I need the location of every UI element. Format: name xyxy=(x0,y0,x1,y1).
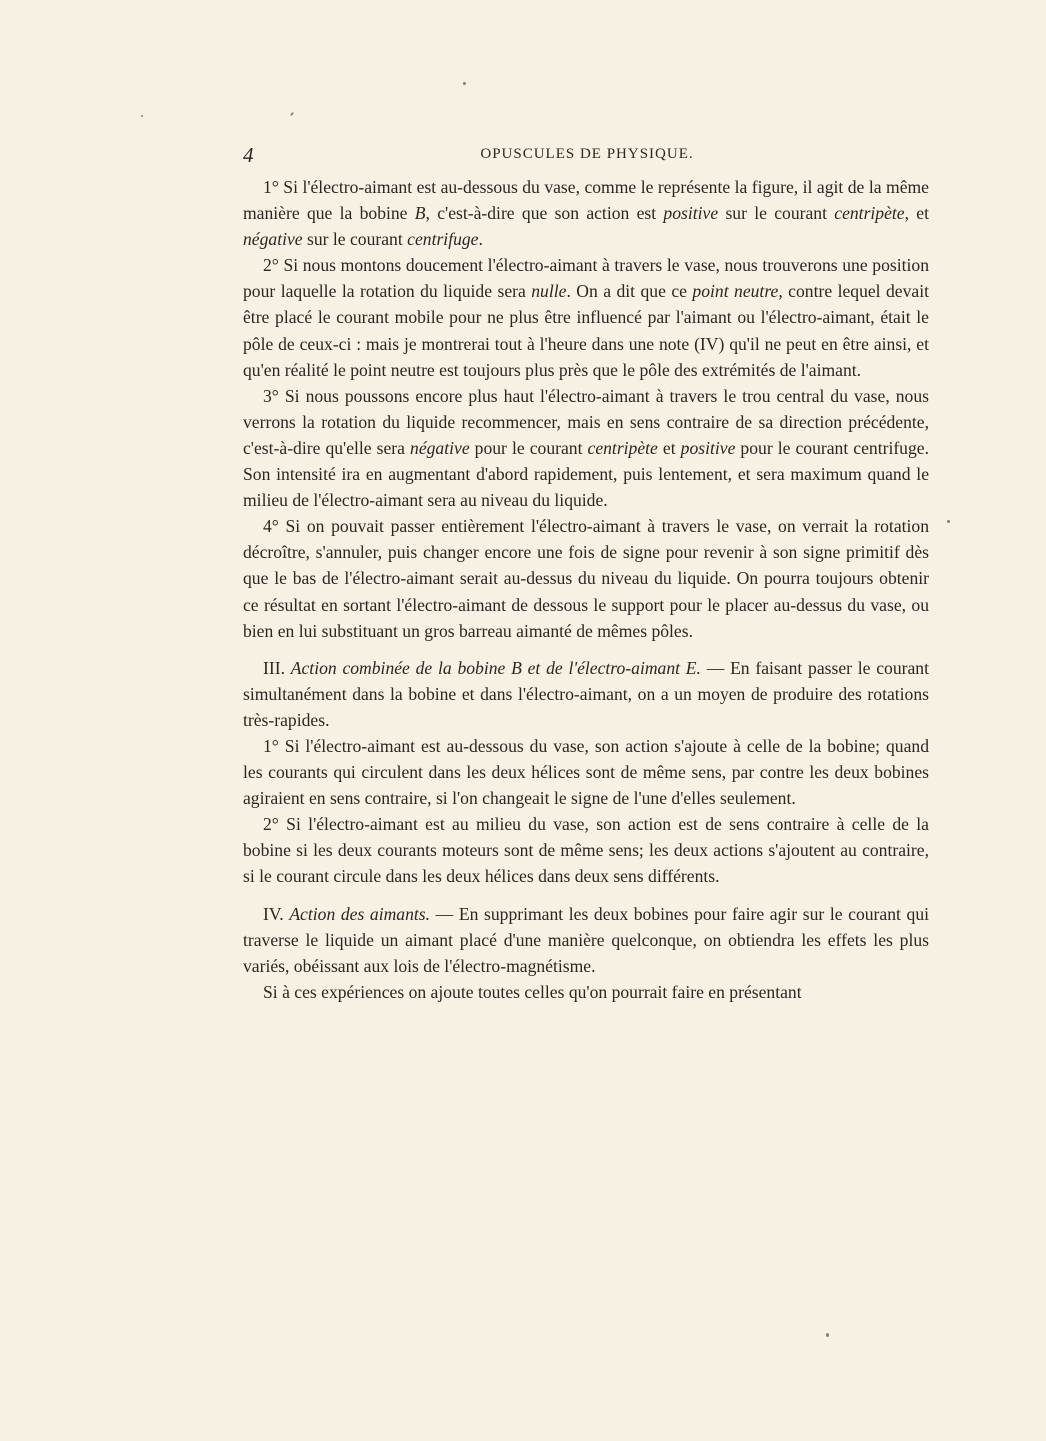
paragraph-item-2: 2° Si nous montons doucement l'électro-aimant à travers le vase, nous trouverons une position pour laquelle la rotation du liquide sera nulle. On a dit que ce point neutre, contre lequel devait être placé le courant mobile pour ne plus être influencé par l'aimant ou l'électro-aimant, était le pôle de ceux-ci : mais je montrerai tout à l'heure dans une note (IV) qu'il ne peut en être ainsi, et qu'en réalité le point neutre est toujours plus près que le pôle des extrémités de l'aimant. xyxy=(243,255,929,380)
section-paragraph-iv: IV. Action des aimants. — En supprimant les deux bobines pour faire agir sur le courant qui traverse le liquide un aimant placé d'une manière quelconque, on obtiendra les effets les plus variés, obéissant aux lois de l'électro-magnétisme. xyxy=(243,903,930,976)
paragraph-item-7: Si à ces expériences on ajoute toutes celles qu'on pourrait faire en présentant xyxy=(263,981,802,1002)
paragraph-item-3: 3° Si nous poussons encore plus haut l'électro-aimant à travers le trou central du vase, nous verrons la rotation du liquide recommencer, mais en sens contraire de sa direction précédente, c'est-à-dire qu'elle sera négative pour le courant centripète et positive pour le courant centrifuge. Son intensité ira en augmentant d'abord rapidement, puis lentement, et sera maximum quand le milieu de l'électro-aimant sera au niveau du liquide. xyxy=(243,385,929,511)
page-header xyxy=(243,143,931,167)
running-title: OPUSCULES DE PHYSIQUE. xyxy=(480,146,694,162)
paragraph-item-4: 4° Si on pouvait passer entièrement l'électro-aimant à travers le vase, on verrait la rotation décroître, s'annuler, puis changer encore une fois de signe pour revenir à son signe primitif dès que le bas de l'électro-aimant serait au-dessus du niveau du liquide. On pourra toujours obtenir ce résultat en sortant l'électro-aimant de dessous le support pour le placer au-dessus du vase, ou bien en lui substituant un gros barreau aimanté de mêmes pôles. xyxy=(243,516,929,641)
paper-speck xyxy=(290,112,294,116)
paper-speck xyxy=(463,82,466,85)
paper-speck xyxy=(947,520,950,523)
paragraph-item-5: 1° Si l'électro-aimant est au-dessous du vase, son action s'ajoute à celle de la bobine; quand les courants qui circulent dans les deux hélices sont de même sens, par contre les deux bobines agiraient en sens contraire, si l'on changeait le signe de l'une d'elles seulement. xyxy=(243,735,929,809)
paper-speck xyxy=(826,1333,829,1337)
paragraph-item-6: 2° Si l'électro-aimant est au milieu du vase, son action est de sens contraire à celle de la bobine si les deux courants moteurs sont de même sens; les deux actions s'ajoutent au contraire, si le courant circule dans les deux hélices dans deux sens différents. xyxy=(243,814,929,887)
paper-speck xyxy=(141,115,143,117)
page-number: 4 xyxy=(243,143,254,167)
body-text xyxy=(243,174,929,1005)
paragraph-item-1: 1° Si l'électro-aimant est au-dessous du vase, comme le représente la figure, il agit de la même manière que la bobine B, c'est-à-dire que son action est positive sur le courant centripète, et négative sur le courant centrifuge. xyxy=(243,177,929,250)
section-paragraph-iii: III. Action combinée de la bobine B et de l'électro-aimant E. — En faisant passer le courant simultanément dans la bobine et dans l'électro-aimant, on a un moyen de produire des rotations très-rapides. xyxy=(243,657,929,730)
